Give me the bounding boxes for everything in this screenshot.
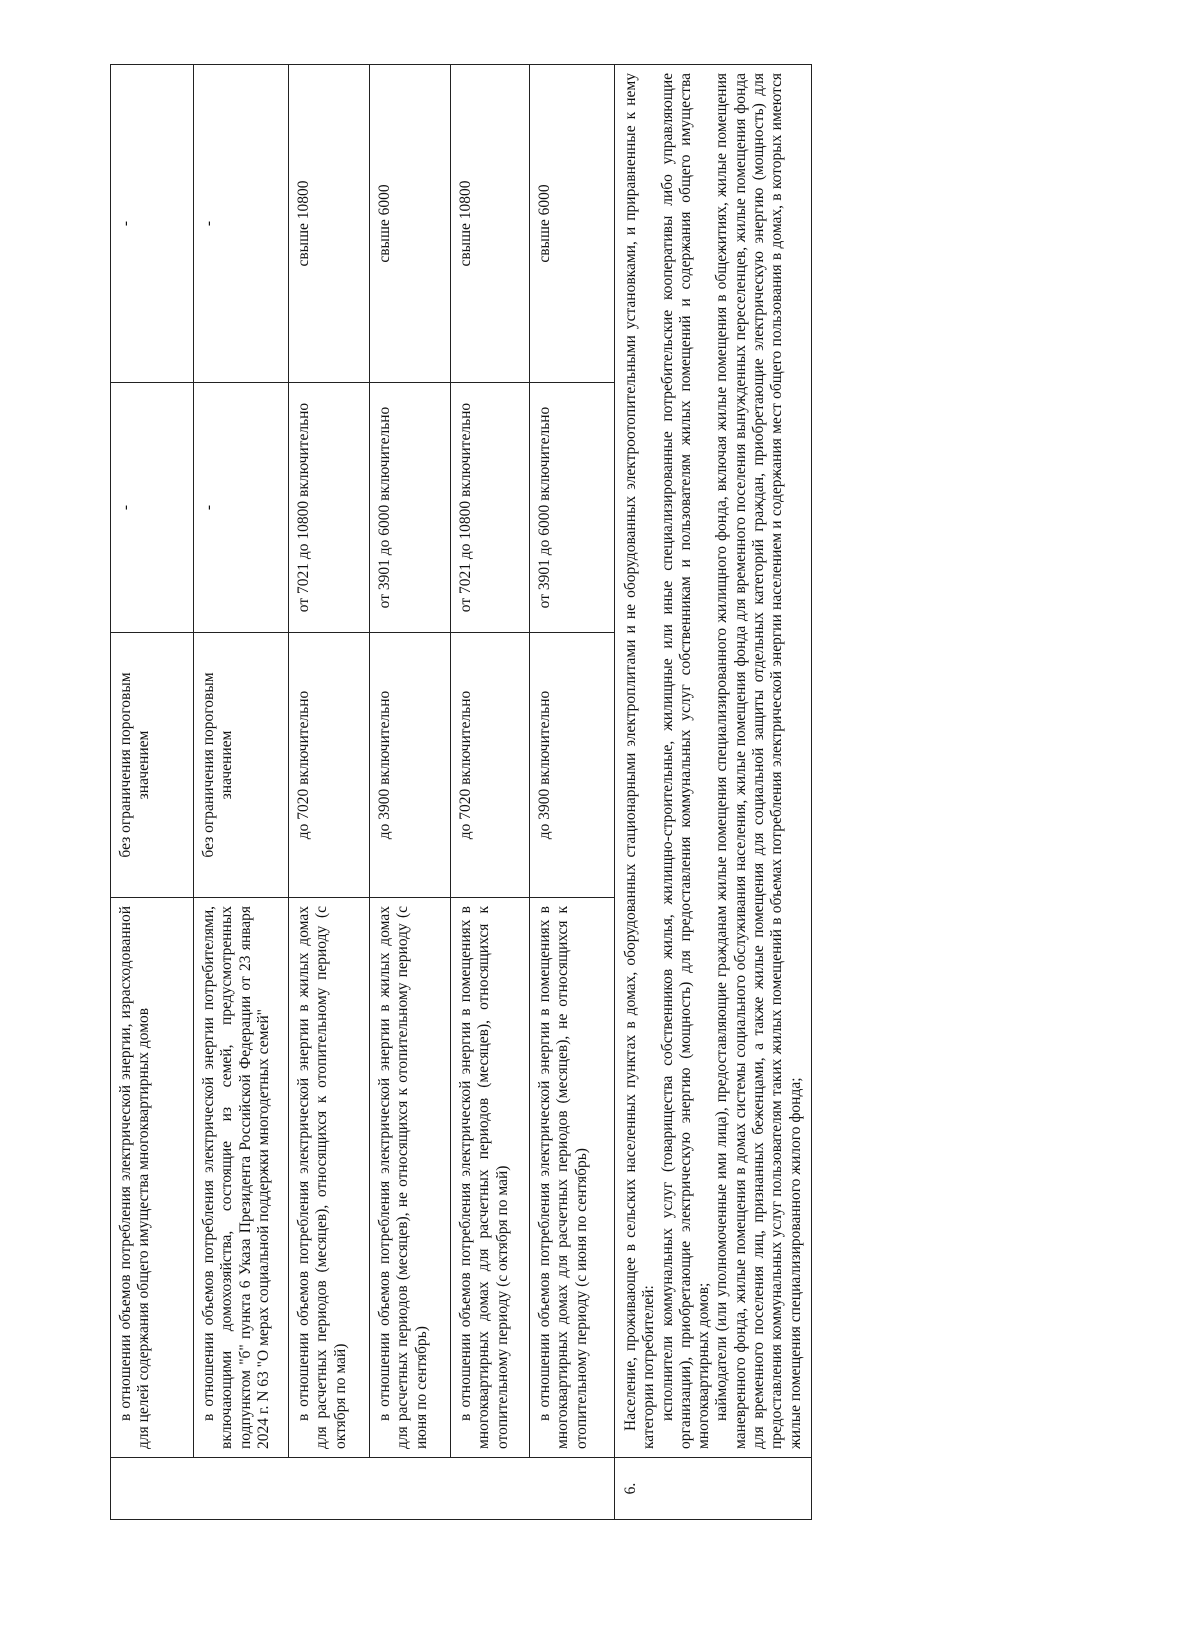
section-6-paragraph: наймодатели (или уполномоченные ими лица), предоставляющие гражданам жилые помещения специализированного жилищного фонда, включая жилые помещения в общежитиях, жилые помещения маневренного фонда, жилые помещения в домах системы социального обслуживания населения, жилые помещения фонда для временного поселения вынужденных переселенцев, жилые помещения фонда для временного поселения лиц, признанных беженцами, а также жилые помещения для социальной защиты отдельных категорий граждан, приобретающие электрическую энергию (мощность) для предоставления коммунальных услуг пользователям таких жилых помещений в объемах потребления электрической энергии населением и содержания мест общего пользования в домах, в которых имеются жилые помещения специализированного жилого фонда; bbox=[713, 73, 804, 1449]
section-number: 6. bbox=[615, 1458, 812, 1520]
threshold-range-2: от 7021 до 10800 включительно bbox=[289, 383, 370, 633]
threshold-range-3: свыше 6000 bbox=[530, 65, 615, 383]
threshold-range-3: свыше 10800 bbox=[289, 65, 370, 383]
threshold-range-1: до 7020 включительно bbox=[289, 633, 370, 898]
rotated-document-sheet bbox=[110, 65, 995, 1520]
threshold-range-2: - bbox=[194, 383, 289, 633]
row-description: в отношении объемов потребления электрической энергии, израсходованной для целей содержания общего имущества многоквартирных домов bbox=[111, 898, 194, 1458]
threshold-range-2: от 7021 до 10800 включительно bbox=[451, 383, 530, 633]
section-6-paragraph: Население, проживающее в сельских населенных пунктах в домах, оборудованных стационарными электроплитами и не оборудованных электроотопительными установками, и приравненные к нему категории потребителей: bbox=[622, 73, 658, 1449]
threshold-range-1: до 7020 включительно bbox=[451, 633, 530, 898]
threshold-range-1: без ограничения пороговым значением bbox=[194, 633, 289, 898]
section-6-row bbox=[615, 65, 812, 1520]
threshold-range-3: свыше 6000 bbox=[370, 65, 451, 383]
threshold-range-3: свыше 10800 bbox=[451, 65, 530, 383]
threshold-range-2: - bbox=[111, 383, 194, 633]
table-row bbox=[530, 65, 615, 1520]
table-row bbox=[289, 65, 370, 1520]
section-6-paragraph: исполнители коммунальных услуг (товарищества собственников жилья, жилищно-строительные, жилищные или иные специализированные потребительские кооперативы либо управляющие организации), приобретающие электрическую энергию (мощность) для предоставления коммунальных услуг собственникам и пользователям жилых помещений и содержания общего имущества многоквартирных домов; bbox=[658, 73, 713, 1449]
tariff-table bbox=[110, 64, 812, 1520]
row-description: в отношении объемов потребления электрической энергии потребителями, включающими домохозяйства, состоящие из семей, предусмотренных подпунктом "б" пункта 6 Указа Президента Российской Федерации от 23 января 2024 г. N 63 "О мерах социальной поддержки многодетных семей" bbox=[194, 898, 289, 1458]
section-6-text bbox=[615, 65, 812, 1458]
table-row bbox=[370, 65, 451, 1520]
table-row bbox=[451, 65, 530, 1520]
table-row bbox=[194, 65, 289, 1520]
threshold-range-2: от 3901 до 6000 включительно bbox=[530, 383, 615, 633]
row-number-cell-empty bbox=[111, 1458, 615, 1520]
threshold-range-2: от 3901 до 6000 включительно bbox=[370, 383, 451, 633]
row-description: в отношении объемов потребления электрической энергии в жилых домах для расчетных периодов (месяцев), не относящихся к отопительному периоду (с июня по сентябрь) bbox=[370, 898, 451, 1458]
threshold-range-1: до 3900 включительно bbox=[530, 633, 615, 898]
row-description: в отношении объемов потребления электрической энергии в помещениях в многоквартирных домах для расчетных периодов (месяцев), относящихся к отопительному периоду (с октября по май) bbox=[451, 898, 530, 1458]
threshold-range-3: - bbox=[111, 65, 194, 383]
table-row bbox=[111, 65, 194, 1520]
row-description: в отношении объемов потребления электрической энергии в помещениях в многоквартирных домах для расчетных периодов (месяцев), не относящихся к отопительному периоду (с июня по сентябрь) bbox=[530, 898, 615, 1458]
threshold-range-3: - bbox=[194, 65, 289, 383]
row-description: в отношении объемов потребления электрической энергии в жилых домах для расчетных периодов (месяцев), относящихся к отопительному периоду (с октября по май) bbox=[289, 898, 370, 1458]
threshold-range-1: без ограничения пороговым значением bbox=[111, 633, 194, 898]
threshold-range-1: до 3900 включительно bbox=[370, 633, 451, 898]
